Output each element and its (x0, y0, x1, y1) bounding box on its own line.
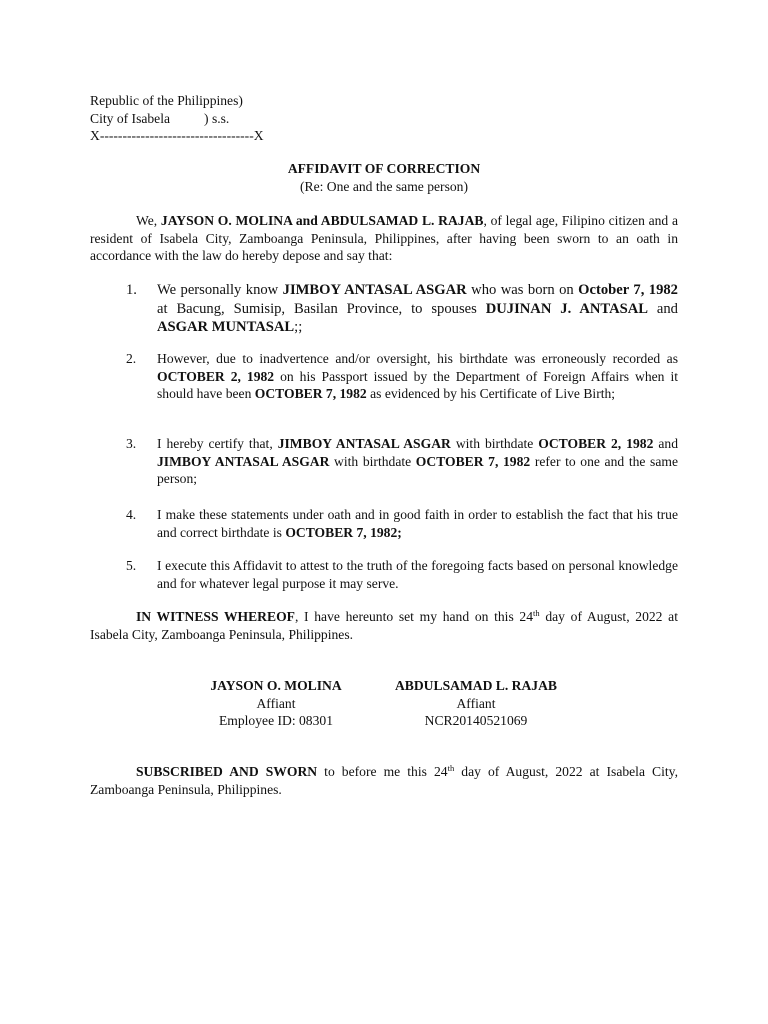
intro-rest: , of legal age, Filipino citizen and a resident of Isabela City, Zamboanga Peninsula, Philippines, after having been sworn to an oath in accordance with the law do hereby depose and say that: (90, 213, 679, 263)
list-item (126, 350, 678, 403)
intro-we: We, (136, 213, 161, 228)
caption-republic: Republic of the Philippines) (90, 93, 243, 108)
document-title-block (90, 160, 678, 195)
list-item (126, 506, 678, 541)
item-text: I make these statements under oath and in good faith in order to establish the fact that his true and correct birthdate is OCTOBER 7, 1982; (157, 507, 678, 540)
signatory-name: ABDULSAMAD L. RAJAB (394, 678, 557, 693)
signatory-role: Affiant (256, 695, 296, 711)
signatory-id: Employee ID: 08301 (218, 713, 333, 728)
signatory-block (176, 677, 376, 730)
list-item (126, 435, 678, 488)
list-item (126, 557, 678, 592)
witness-heading: IN WITNESS WHEREOF (136, 609, 295, 624)
signatory-block (376, 677, 576, 730)
item-number: 5. (126, 558, 137, 573)
item-text: We personally know JIMBOY ANTASAL ASGAR who was born on October 7, 1982 at Bacung, Sumisip, Basilan Province, to spouses DUJINAN J. ANTASAL and ASGAR MUNTASAL;; (157, 282, 678, 335)
signatory-role: Affiant (456, 695, 496, 711)
jurat-paragraph: SUBSCRIBED AND SWORN to before me this 24th day of August, 2022 at Isabela City, Zamboanga Peninsula, Philippines. (90, 763, 678, 797)
caption-separator: X----------------------------------X (90, 128, 264, 143)
intro-affiants: JAYSON O. MOLINA and ABDULSAMAD L. RAJAB (160, 213, 484, 228)
signatory-id: NCR20140521069 (424, 713, 528, 728)
signatory-name: JAYSON O. MOLINA (210, 678, 342, 693)
item-number: 1. (126, 282, 137, 298)
item-number: 4. (126, 507, 137, 522)
document-caption (90, 92, 390, 145)
document-subtitle: (Re: One and the same person) (300, 178, 468, 194)
list-item (126, 281, 678, 337)
item-text: I execute this Affidavit to attest to the truth of the foregoing facts based on personal knowledge and for whatever legal purpose it may serve. (157, 558, 678, 591)
jurat-heading: SUBSCRIBED AND SWORN (136, 764, 318, 779)
witness-paragraph: IN WITNESS WHEREOF, I have hereunto set my hand on this 24th day of August, 2022 at Isabela City, Zamboanga Peninsula, Philippines. (90, 608, 678, 642)
item-number: 3. (126, 436, 137, 451)
caption-city: City of Isabela ) s.s. (90, 110, 230, 126)
document-title: AFFIDAVIT OF CORRECTION (287, 161, 481, 176)
intro-paragraph (90, 212, 678, 265)
item-text: I hereby certify that, JIMBOY ANTASAL ASGAR with birthdate OCTOBER 2, 1982 and JIMBOY ANTASAL ASGAR with birthdate OCTOBER 7, 1982 refer to one and the same person; (157, 436, 678, 486)
item-number: 2. (126, 351, 137, 366)
item-text: However, due to inadvertence and/or oversight, his birthdate was erroneously recorded as OCTOBER 2, 1982 on his Passport issued by the Department of Foreign Affairs when it should have been OCTOBER 7, 1982 as evidenced by his Certificate of Live Birth; (157, 351, 678, 401)
